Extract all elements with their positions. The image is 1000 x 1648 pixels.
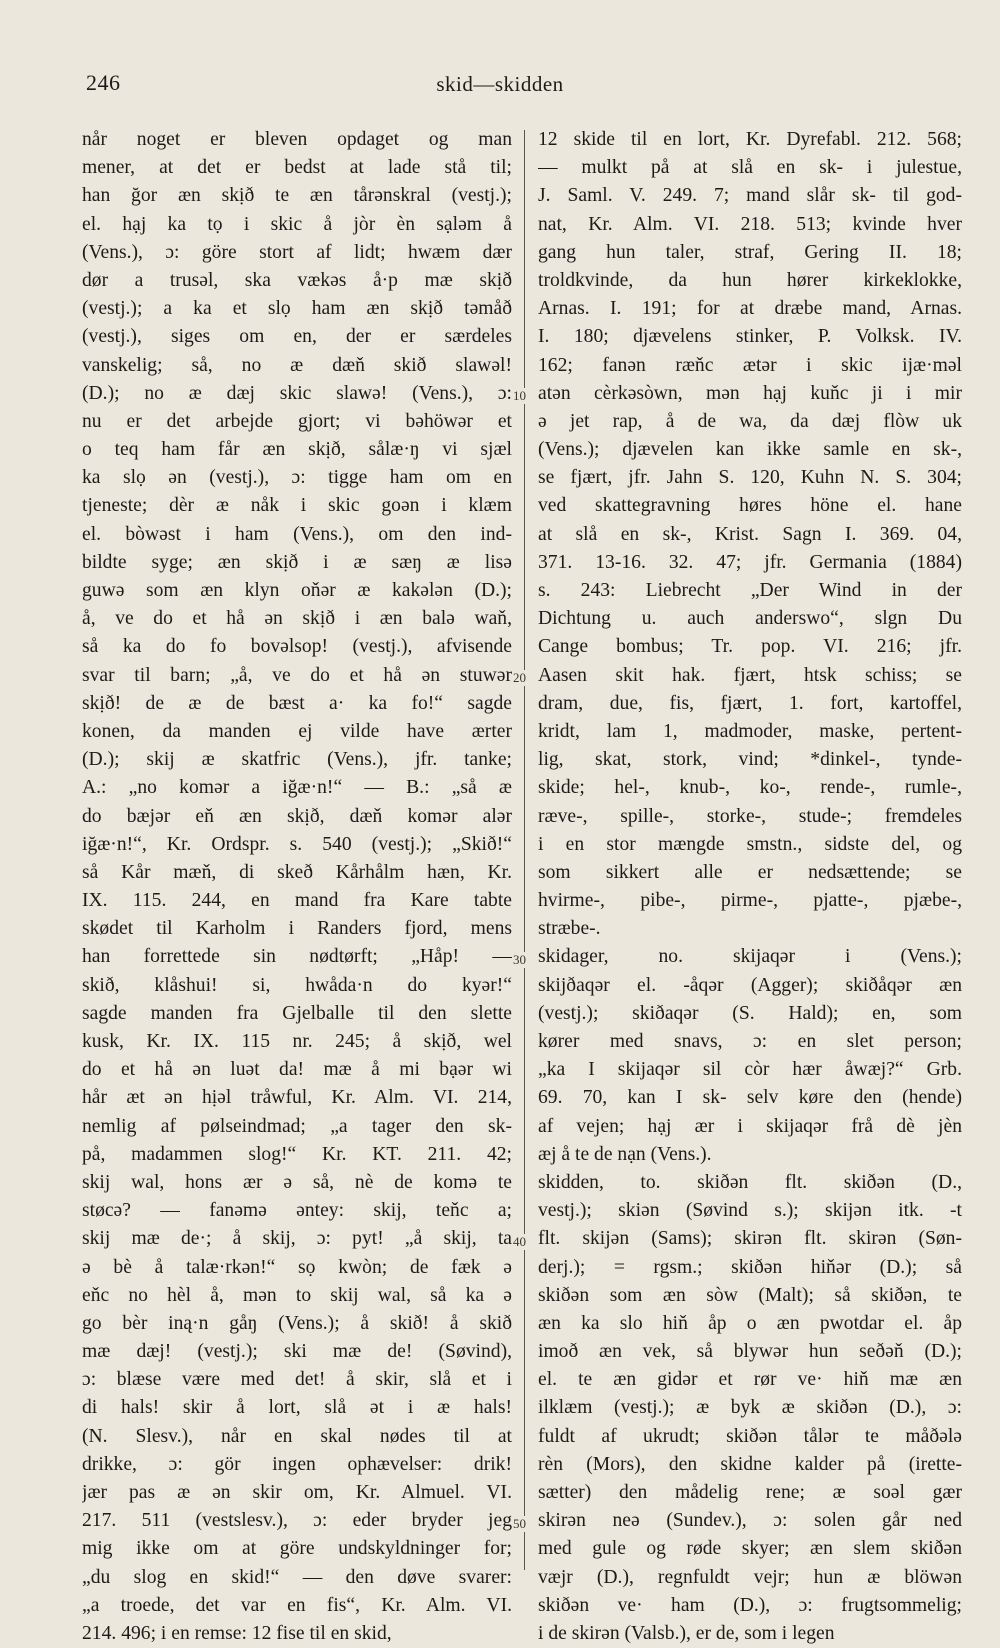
text-line: skijðaqər el. -åqər (Agger); skiðåqər æn (538, 974, 962, 996)
text-line: kusk, Kr. IX. 115 nr. 245; å skịð, wel (82, 1031, 512, 1052)
right-column (538, 126, 962, 1648)
text-line: æj å te de nạn (Vens.). (538, 1143, 712, 1165)
text-line: nemlig af pølseindmad; „a tager den sk- (82, 1115, 512, 1137)
text-line: o teq ham får æn skịð, sålæ·ŋ vi sjæl (82, 439, 512, 461)
text-line: lig, skat, stork, vind; *dinkel-, tynde- (538, 749, 962, 771)
text-line: at slå en sk-, Krist. Sagn I. 369. 04, (538, 523, 962, 545)
line-number: 30 (513, 951, 526, 967)
text-line: han ğor æn skịð te æn tårənskral (vestj.); (82, 185, 512, 207)
text-line: så Kår mæň, di skeð Kårhålm hæn, Kr. (82, 861, 512, 883)
text-line: el. hạj ka tọ i skic å jòr èn sạləm å (82, 213, 512, 235)
text-line: nu er det arbejde gjort; vi bəhöwər et (82, 410, 512, 432)
text-line: skidden, to. skiðən flt. skiðən (D., (538, 1171, 962, 1193)
text-line: æn ka slo hiň åp o æn pwotdar el. åp (538, 1312, 962, 1334)
text-line: (N. Slesv.), når en skal nødes til at (82, 1425, 512, 1447)
text-line: sagde manden fra Gjelballe til den slette (82, 1002, 512, 1024)
line-number: 20 (513, 669, 526, 685)
text-line: skirən neə (Sundev.), ɔ: solen går ned (538, 1510, 962, 1532)
text-line: (vestj.), siges om en, der er særdeles (82, 326, 512, 348)
text-line: sætter) den mådelig rene; æ soəl gær (538, 1482, 962, 1503)
text-line: „du slog en skid!“ — den døve svarer: (82, 1566, 512, 1588)
text-line: J. Saml. V. 249. 7; mand slår sk- til god- (538, 185, 962, 207)
text-line: svar til barn; „å, ve do et hå ən stuwər (82, 664, 512, 686)
text-line: jær pas æ ən skir om, Kr. Almuel. VI. (82, 1482, 512, 1503)
text-line: (Vens.), ɔ: göre stort af lidt; hwæm dær (82, 241, 512, 263)
text-line: Arnas. I. 191; for at dræbe mand, Arnas. (538, 298, 962, 320)
text-line: fuldt af ukrudt; skiðən tålər te måðələ (538, 1425, 962, 1447)
text-line: vestj.); skiən (Søvind s.); skijən itk. -t (538, 1200, 962, 1222)
text-line: el. te æn gidər et rør ve· hiň mæ æn (538, 1369, 962, 1391)
text-line: guwə som æn klyn oňər æ kakələn (D.); (82, 580, 512, 601)
text-line: A.: „no komər a iğæ·n!“ — B.: „så æ (82, 777, 512, 799)
text-line: han forrettede sin nødtørft; „Håp! — (82, 946, 512, 968)
text-line: som sikkert alle er nedsættende; se (538, 861, 962, 883)
text-line: skidager, no. skijaqər i (Vens.); (538, 946, 962, 968)
text-line: støcə? — fanəmə əntey: skij, teňc a; (82, 1200, 512, 1222)
text-line: mig ikke om at göre undskyldninger for; (82, 1538, 512, 1560)
text-line: ved skattegravning høres höne el. hane (538, 495, 962, 517)
text-line: do bæjər eň æn skịð, dæň komər alər (82, 805, 512, 827)
text-line: imoð æn vek, så blywər hun seðəň (D.); (538, 1341, 962, 1363)
text-line: 371. 13-16. 32. 47; jfr. Germania (1884) (538, 551, 962, 573)
text-line: med gule og røde skyer; æn slem skiðən (538, 1538, 962, 1560)
text-line: skiðən som æn sòw (Malt); så skiðən, te (538, 1284, 962, 1306)
text-line: dør a trusəl, ska vækəs å·p mæ skịð (82, 269, 512, 291)
text-line: „a troede, det var en fis“, Kr. Alm. VI. (82, 1594, 512, 1616)
text-line: dram, due, fis, fjært, 1. fort, kartoffel, (538, 692, 962, 714)
text-line: så ka do fo bovəlsop! (vestj.), afvisende (82, 636, 512, 658)
text-line: skødet til Karholm i Randers fjord, mens (82, 918, 512, 940)
text-line: (Vens.); djævelen kan ikke samle en sk-, (538, 439, 962, 461)
text-line: konen, da manden ej vilde have ærter (82, 720, 512, 742)
text-line: Aasen skit hak. fjært, htsk schiss; se (538, 664, 962, 686)
text-line: nat, Kr. Alm. VI. 218. 513; kvinde hver (538, 213, 962, 235)
text-line: af vejen; hạj ær i skijaqər frå dè jèn (538, 1115, 962, 1137)
text-line: Cange bombus; Tr. pop. VI. 216; jfr. (538, 636, 962, 658)
text-line: ilklæm (vestj.); æ byk æ skiðən (D.), ɔ: (538, 1397, 962, 1419)
text-line: (D.); no æ dæj skic slawə! (Vens.), ɔ: (82, 382, 512, 404)
text-line: (vestj.); a ka et slọ ham æn skịð təmåð (82, 298, 512, 320)
text-line: Dichtung u. auch anderswo“, slgn Du (538, 608, 962, 630)
column-divider (524, 130, 525, 1570)
text-line: skið, klåshui! si, hwåda·n do kyər!“ (82, 974, 512, 996)
text-line: atən cèrkəsòwn, mən hạj kuňc ji i mir (538, 382, 962, 404)
text-line: 12 skide til en lort, Kr. Dyrefabl. 212. 568; (538, 129, 962, 150)
text-line: se fjært, jfr. Jahn S. 120, Kuhn N. S. 304; (538, 467, 962, 489)
text-line: kører med snavs, ɔ: en slet person; (538, 1031, 962, 1052)
text-line: hår æt ən hịəl tråwful, Kr. Alm. VI. 214, (82, 1087, 512, 1109)
text-line: å, ve do et hå ən skịð i æn balə waň, (82, 608, 512, 630)
text-line: do et hå ən luət da! mæ å mi bạər wi (82, 1059, 512, 1081)
text-line: mæ dæj! (vestj.); ski mæ de! (Søvind), (82, 1341, 512, 1363)
text-line: rèn (Mors), den skidne kalder på (irette- (538, 1453, 962, 1475)
text-line: i en stor mængde smstn., sidste del, og (538, 833, 962, 855)
text-line: I. 180; djævelens stinker, P. Volksk. IV. (538, 326, 962, 348)
text-line: ə jet rap, å de wa, da dæj flòw uk (538, 410, 962, 432)
text-line: skide; hel-, knub-, ko-, rende-, rumle-, (538, 777, 962, 799)
line-number: 10 (513, 387, 526, 403)
text-line: hvirme-, pibe-, pirme-, pjatte-, pjæbe-, (538, 890, 962, 912)
text-line: 162; fanən ræňc ætər i skic ijæ·məl (538, 354, 962, 376)
text-line: kridt, lam 1, madmoder, maske, pertent- (538, 720, 962, 742)
text-line: skij wal, hons ær ə så, nè de komə te (82, 1171, 512, 1193)
text-line: ə bè å talæ·rkən!“ sọ kwòn; de fæk ə (82, 1256, 512, 1278)
text-line: i de skirən (Valsb.), er de, som i legen (538, 1622, 835, 1644)
text-line: ka slọ ən (vestj.), ɔ: tigge ham om en (82, 467, 512, 489)
text-line: når noget er bleven opdaget og man (82, 129, 512, 150)
text-line: ɔ: blæse være med det! å skir, slå et i (82, 1369, 512, 1391)
line-number: 50 (513, 1515, 526, 1531)
text-line: 214. 496; i en remse: 12 fise til en skid, (82, 1622, 392, 1644)
text-line: stræbe-. (538, 918, 601, 940)
text-line: skịð! de æ de bæst a· ka fo!“ sagde (82, 692, 512, 714)
page-number: 246 (86, 70, 121, 95)
running-head: skid—skidden (436, 72, 564, 96)
text-line: væjr (D.), regnfuldt vejr; hun æ blöwən (538, 1566, 962, 1588)
text-line: bildte syge; æn skịð i æ sæŋ æ lisə (82, 551, 512, 573)
text-line: vanskelig; så, no æ dæň skið slawəl! (82, 354, 512, 376)
text-line: di hals! skir å lort, slå ət i æ hals! (82, 1397, 512, 1419)
text-line: IX. 115. 244, en mand fra Kare tabte (82, 890, 512, 912)
text-line: eňc no hèl å, mən to skij wal, så ka ə (82, 1284, 512, 1306)
text-line: go bèr iną·n gåŋ (Vens.); å skið! å skið (82, 1312, 512, 1334)
text-line: iğæ·n!“, Kr. Ordspr. s. 540 (vestj.); „Skið!“ (82, 833, 512, 855)
text-line: 69. 70, kan I sk- selv køre den (hende) (538, 1087, 962, 1109)
text-line: tjeneste; dèr æ nåk i skic goən i klæm (82, 495, 512, 517)
text-line: flt. skijən (Sams); skirən flt. skirən (Søn- (538, 1228, 962, 1250)
text-line: ræve-, spille-, storke-, stude-; fremdeles (538, 805, 962, 827)
text-line: (vestj.); skiðaqər (S. Hald); en, som (538, 1002, 962, 1024)
text-line: på, madammen slog!“ Kr. KT. 211. 42; (82, 1143, 512, 1165)
text-line: 217. 511 (vestslesv.), ɔ: eder bryder jeg (82, 1510, 512, 1532)
text-line: mener, at det er bedst at lade stå til; (82, 157, 512, 179)
text-line: skij mæ de·; å skij, ɔ: pyt! „å skij, ta (82, 1228, 512, 1250)
text-line: el. bòwəst i ham (Vens.), om den ind- (82, 523, 512, 545)
left-column (82, 126, 512, 1648)
text-line: skiðən ve· ham (D.), ɔ: frugtsommelig; (538, 1594, 962, 1616)
line-number: 40 (513, 1233, 526, 1249)
text-line: troldkvinde, da hun hører kirkeklokke, (538, 269, 962, 291)
text-line: drikke, ɔ: gör ingen ophævelser: drik! (82, 1453, 512, 1475)
text-line: gang hun taler, straf, Gering II. 18; (538, 241, 962, 263)
text-line: derj.); = rgsm.; skiðən hiňər (D.); så (538, 1256, 962, 1278)
text-line: (D.); skij æ skatfric (Vens.), jfr. tanke; (82, 749, 512, 771)
text-line: s. 243: Liebrecht „Der Wind in der (538, 580, 962, 601)
text-line: „ka I skijaqər sil còr hær åwæj?“ Grb. (538, 1059, 962, 1081)
text-line: — mulkt på at slå en sk- i julestue, (538, 157, 962, 179)
